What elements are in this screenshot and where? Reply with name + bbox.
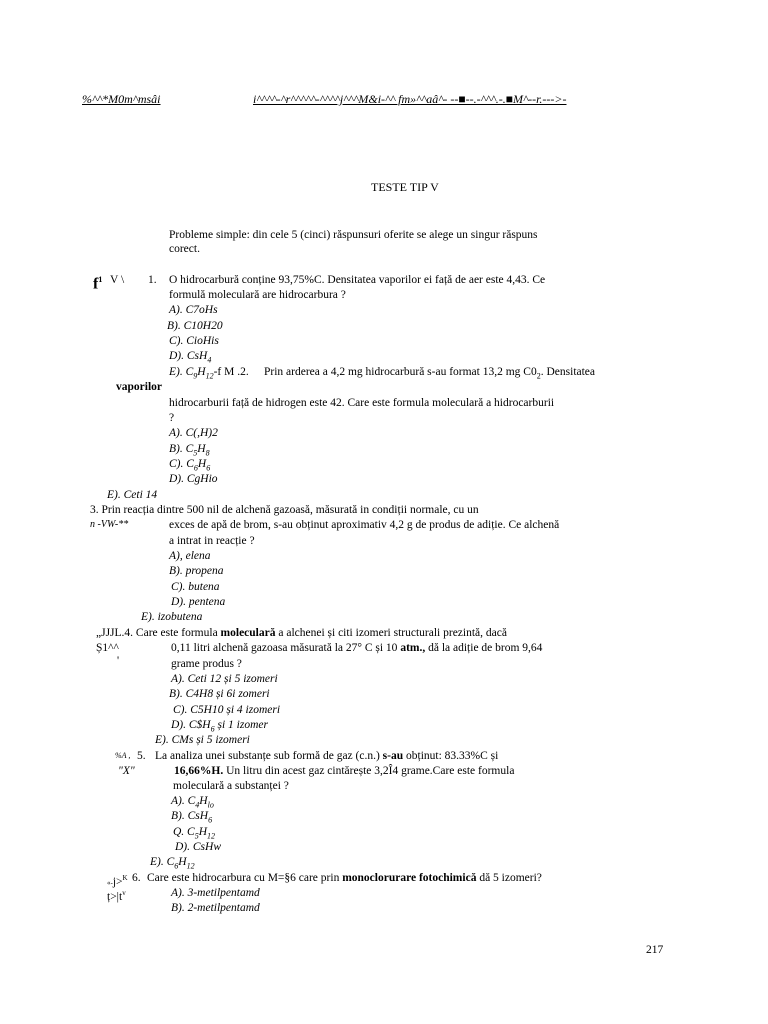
q5-margin-quote: "X" <box>118 765 135 777</box>
q2-option-b: B). $C_5H_8$ <box>169 443 210 458</box>
q6-margin-note: «-j>$^K$ <box>107 874 128 888</box>
q4-line-2: 0,11 litri alchenă gazoasa măsurată la 27° C și 10 atm., dă la adiție de brom 9,64 <box>171 642 543 654</box>
q2-option-a: A). C(,H)2 <box>169 427 218 439</box>
q1-option-b: B). C10H20 <box>167 320 223 332</box>
q2-option-e: E). Ceti 14 <box>107 489 158 501</box>
page-number: 217 <box>646 944 664 956</box>
q5-option-a: A). $C_4H_{lo}$ <box>171 795 214 810</box>
q4-option-a: A). Ceti 12 și 5 izomeri <box>171 673 278 685</box>
q3-line-1: 3. Prin reacția dintre 500 nil de alchenă gazoasă, măsurată in condiții normale, cu un <box>90 504 479 516</box>
q2-line-3: ? <box>169 412 175 424</box>
q4-margin-tick: ' <box>117 655 120 667</box>
header-left: %^^*M0m^msâi <box>82 92 161 106</box>
q6-option-b: B). 2-metilpentamd <box>171 902 260 914</box>
q6-line-1: Care este hidrocarbura cu M=§6 care prin monoclorurare fotochimică dă 5 izomeri? <box>147 872 542 884</box>
q3-option-a: A), elena <box>169 550 211 562</box>
q1-line-2: formulă moleculară are hidrocarbura ? <box>169 289 346 301</box>
q1-line-1: O hidrocarbură conține 93,75%C. Densitatea vaporilor ei față de aer este 4,43. Ce <box>169 274 546 286</box>
q5-line-2: 16,66%H. Un litru din acest gaz cintărește 3,2Î4 grame.Care este formula <box>174 765 515 777</box>
q4-line-3: grame produs ? <box>171 658 242 670</box>
q5-option-c: Q. $C_5H_{12}$ <box>173 826 216 841</box>
intro-line-2: corect. <box>169 243 200 255</box>
q1-margin-note: V \ <box>110 274 125 286</box>
q5-number: 5. <box>137 750 146 762</box>
q5-line-1: La analiza unei substanțe sub formă de gaz (c.n.) s-au obținut: 83.33%C și <box>155 750 499 762</box>
q4-option-b: B). C4H8 și 6i zomeri <box>169 688 270 700</box>
q3-option-b: B). propena <box>169 565 224 577</box>
q2-line-2: hidrocarburii față de hidrogen este 42. Care este formula moleculară a hidrocarburii <box>169 397 555 409</box>
q4-option-c: C). C5H10 și 4 izomeri <box>173 704 281 716</box>
q5-option-b: B). CsH$_6$ <box>171 810 213 825</box>
q4-line-1: „JJJL.4. Care este formula moleculară a alchenei și citi izomeri structurali prezintă, dacă <box>96 627 507 639</box>
q1-option-a: A). C7oHs <box>169 304 218 316</box>
q1-option-e: E). $C_9H_{12}-f$ M .2. <box>169 366 249 381</box>
q6-number: 6. <box>132 872 141 884</box>
q4-margin-note: Ș1^^ <box>96 642 119 654</box>
header-right: i^^^^-^r^^^^^-^^^^j^^^M&i-^^ fm»^^aâ^- --■--.-^^^.-.■M^--r.--->- <box>253 92 567 106</box>
q4-option-d: D). $C\$H_6$ și 1 izomer <box>171 719 268 734</box>
q3-option-c: C). butena <box>171 581 220 593</box>
q1-margin-mark: $f^1$ <box>93 275 103 293</box>
q5-option-d: D). CsHw <box>175 841 222 853</box>
q6-option-a: A). 3-metilpentamd <box>171 887 260 899</box>
q1-option-d: D). CsH$_4$ <box>169 350 212 365</box>
q3-option-d: D). pentena <box>171 596 226 608</box>
q3-line-3: a intrat in reacție ? <box>169 535 255 547</box>
q1-number: 1. <box>148 274 157 286</box>
q5-line-3: moleculară a substanței ? <box>173 780 289 792</box>
q2-line-1: Prin arderea a 4,2 mg hidrocarbură s-au format 13,2 mg $C0_2$. Densitatea <box>264 366 596 381</box>
q3-line-2: exces de apă de brom, s-au obținut aproximativ 4,2 g de produs de adiție. Ce alchenă <box>169 519 560 531</box>
q4-option-e: E). CMs și 5 izomeri <box>155 734 250 746</box>
q2-option-d: D). CgHio <box>169 473 218 485</box>
q3-margin-note: n -VW-** <box>90 519 129 530</box>
q2-bold-word: vaporilor <box>116 381 162 393</box>
page-title: TESTE TIP V <box>371 180 439 194</box>
q2-option-c: C). $C_6H_6$ <box>169 458 211 473</box>
q1-option-c: C). CioHis <box>169 335 219 347</box>
q3-option-e: E). izobutena <box>141 611 203 623</box>
q5-margin-note: %A , <box>115 751 131 760</box>
q6-margin-note-2: $ț>|t^v$ <box>107 889 126 903</box>
q5-option-e: E). $C_6H_{12}$ <box>150 856 195 871</box>
intro-line-1: Probleme simple: din cele 5 (cinci) răspunsuri oferite se alege un singur răspuns <box>169 229 538 241</box>
